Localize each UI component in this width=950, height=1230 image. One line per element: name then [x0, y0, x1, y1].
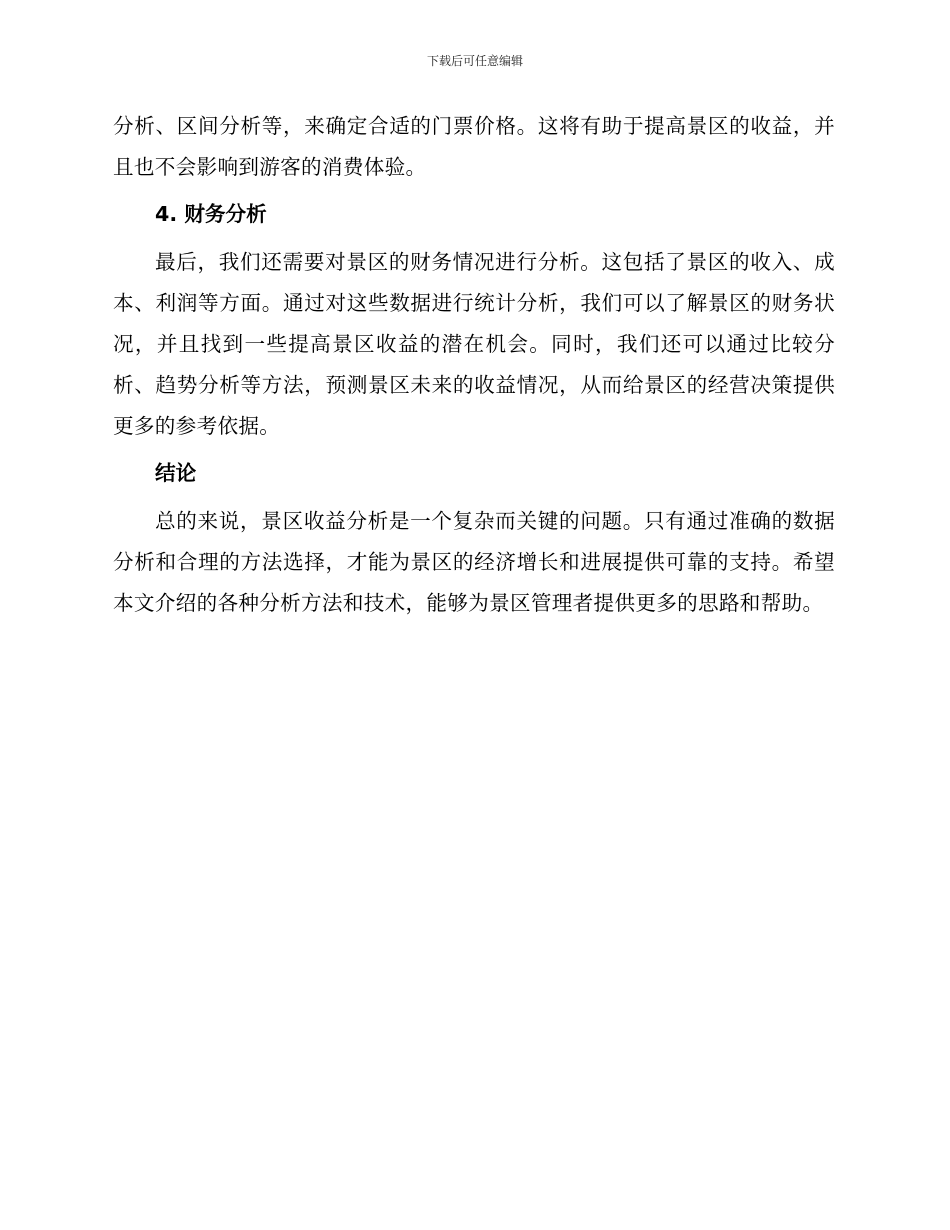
- paragraph-conclusion: 总的来说，景区收益分析是一个复杂而关键的问题。只有通过准确的数据分析和合理的方法选择，才能为景区的经济增长和进展提供可靠的支持。希望本文介绍的各种分析方法和技术，能够为景区管理者提供更多的思路和帮助。: [113, 509, 835, 615]
- header-note: 下载后可任意编辑: [426, 54, 523, 68]
- section-heading-financial-analysis: 4. 财务分析: [155, 202, 267, 226]
- section-heading-conclusion: 结论: [155, 461, 197, 485]
- document-body: [113, 106, 835, 624]
- paragraph-continued: 分析、区间分析等，来确定合适的门票价格。这将有助于提高景区的收益，并且也不会影响到游客的消费体验。: [113, 114, 835, 179]
- paragraph-financial-analysis: 最后，我们还需要对景区的财务情况进行分析。这包括了景区的收入、成本、利润等方面。通过对这些数据进行统计分析，我们可以了解景区的财务状况，并且找到一些提高景区收益的潜在机会。同时，我们还可以通过比较分析、趋势分析等方法，预测景区未来的收益情况，从而给景区的经营决策提供更多的参考依据。: [113, 250, 835, 438]
